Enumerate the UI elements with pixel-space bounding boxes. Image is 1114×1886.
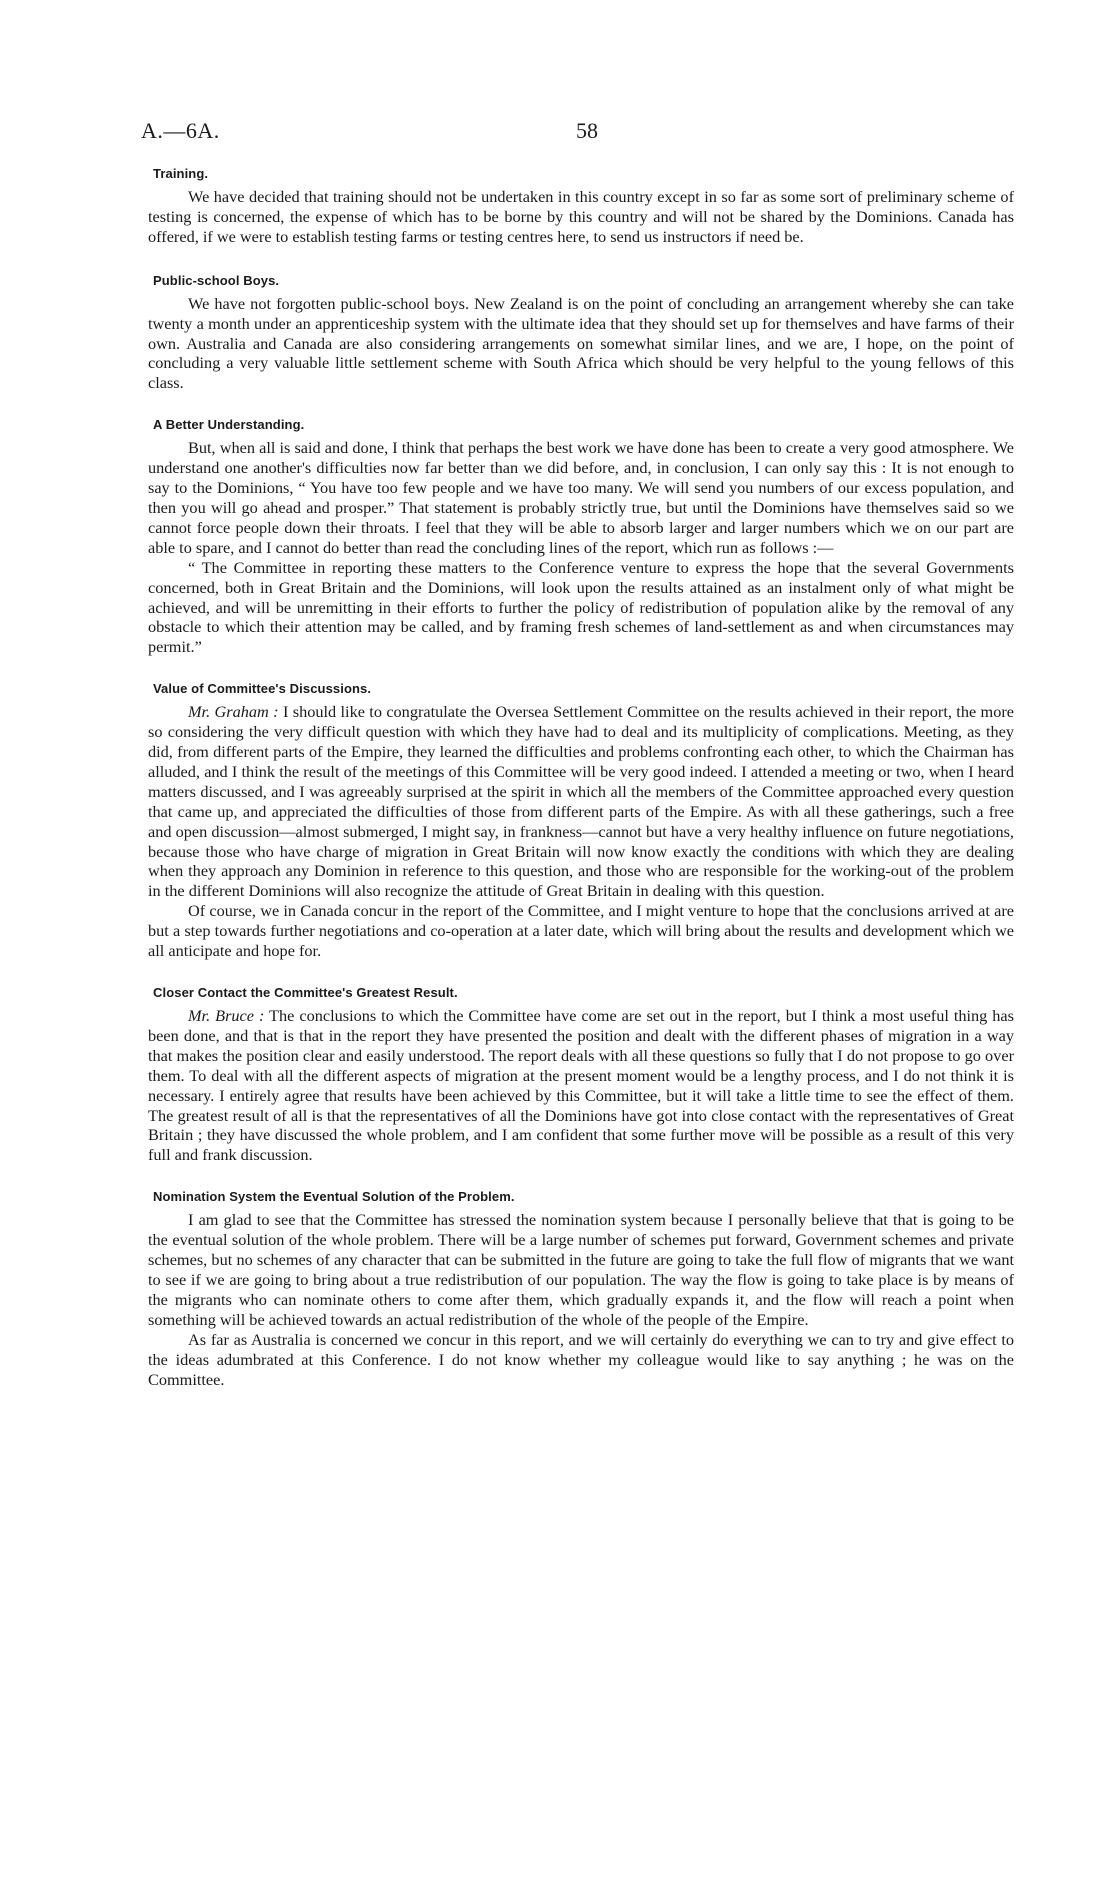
section-better-understanding [148,417,1014,657]
section-committee-discussions [148,681,1014,961]
section-nomination-system [148,1189,1014,1389]
page-body [148,166,1014,1413]
document-reference: A.—6A. [141,118,220,143]
paragraph [148,1006,1014,1165]
section-heading: A Better Understanding. [153,417,305,433]
paragraph [148,702,1014,901]
speaker-name: Mr. Graham : [188,702,279,722]
paragraph: But, when all is said and done, I think that perhaps the best work we have done has been to create a very good atmosphere. We understand one another's difficulties now far better than we did before, and, in conclusion, I can only say this : It is not enough to say to the Dominions, “ You have too few people and we have too many. We will send you numbers of our excess population, and then you will go ahead and prosper.” That statement is probably strictly true, but until the Dominions have themselves said so we cannot force people down their throats. I feel that they will be able to absorb larger and larger numbers which we on our part are able to spare, and I cannot do better than read the concluding lines of the report, which run as follows :— [148,438,1014,557]
paragraph: Of course, we in Canada concur in the report of the Committee, and I might venture to hope that the conclusions arrived at are but a step towards further negotiations and co-operation at a later date, which will bring about the results and development which we all anticipate and hope for. [148,901,1014,961]
section-heading: Value of Committee's Discussions. [153,681,372,697]
page-number: 58 [576,118,598,143]
paragraph: We have not forgotten public-school boys. New Zealand is on the point of concluding an arrangement whereby she can take twenty a month under an apprenticeship system with the ultimate idea that they should set up for themselves and have farms of their own. Australia and Canada are also considering arrangements on somewhat similar lines, and we are, I hope, on the point of concluding a very valuable little settlement scheme with South Africa which should be very helpful to the young fellows of this class. [148,293,1014,393]
section-heading: Public-school Boys. [153,272,280,288]
section-heading: Nomination System the Eventual Solution of the Problem. [153,1189,515,1205]
paragraph: As far as Australia is concerned we concur in this report, and we will certainly do everything we can to try and give effect to the ideas adumbrated at this Conference. I do not know whether my colleague would like to say anything ; he was on the Committee. [148,1329,1014,1389]
section-closer-contact [148,985,1014,1165]
section-training [148,166,1014,247]
quoted-paragraph: “ The Committee in reporting these matters to the Conference venture to express the hope that the several Governments concerned, both in Great Britain and the Dominions, will look upon the results attained as an instalment only of what might be achieved, and will be unremitting in their efforts to further the policy of redistribution of population alike by the removal of any obstacle to which their attention may be called, and by framing fresh schemes of land-settlement as and when circumstances may permit.” [148,557,1014,657]
section-heading: Training. [153,166,209,181]
section-public-school-boys [148,273,1014,394]
paragraph: I am glad to see that the Committee has stressed the nomination system because I personally believe that that is going to be the eventual solution of the whole problem. There will be a large number of schemes put forward, Government schemes and private schemes, but no schemes of any character that can be submitted in the future are going to take the full flow of migrants that we want to see if we are going to bring about a true redistribution of our population. The way the flow is going to take place is by means of the migrants who can nominate others to come after them, which gradually expands it, and the flow will reach a point when something will be achieved towards an actual redistribution of the whole of the people of the Empire. [148,1210,1014,1329]
page-header [141,118,1021,148]
section-heading: Closer Contact the Committee's Greatest Result. [153,985,458,1000]
paragraph-text: I should like to congratulate the Oversea Settlement Committee on the results achieved in their report, the more so considering the very difficult question with which they have had to deal and its multiplicity of complications. Meeting, as they did, from different parts of the Empire, they learned the difficulties and problems confronting each other, to which the Chairman has alluded, and I think the result of the meetings of this Committee will be very good indeed. I attended a meeting or two, when I heard matters discussed, and I was agreeably surprised at the spirit in which all the members of the Committee approached every question that came up, and appreciated the difficulties of those from different parts of the Empire. As with all these gatherings, such a free and open discussion—almost submerged, I might say, in frankness—cannot but have a very healthy influence on future negotiations, because those who have charge of migration in Great Britain will now know exactly the conditions with which they are dealing when they approach any Dominion in reference to this question, and those who are responsible for the working-out of the problem in the different Dominions will also recognize the attitude of Great Britain in dealing with this question. [148,702,1015,901]
speaker-name: Mr. Bruce : [188,1006,265,1025]
paragraph-text: The conclusions to which the Committee have come are set out in the report, but I think a most useful thing has been done, and that is that in the report they have presented the position and dealt with the different phases of migration in a way that makes the position clear and easily understood. The report deals with all these questions so fully that I do not propose to go over them. To deal with all the different aspects of migration at the present moment would be a lengthy process, and I do not think it is necessary. I entirely agree that results have been achieved by this Committee, but it will take a little time to see the effect of them. The greatest result of all is that the representatives of all the Dominions have got into close contact with the representatives of Great Britain ; they have discussed the whole problem, and I am confident that some further move will be possible as a result of this very full and frank discussion. [148,1006,1014,1165]
paragraph: We have decided that training should not be undertaken in this country except in so far as some sort of preliminary scheme of testing is concerned, the expense of which has to be borne by this country and will not be shared by the Dominions. Canada has offered, if we were to establish testing farms or testing centres here, to send us instructors if need be. [148,187,1014,246]
